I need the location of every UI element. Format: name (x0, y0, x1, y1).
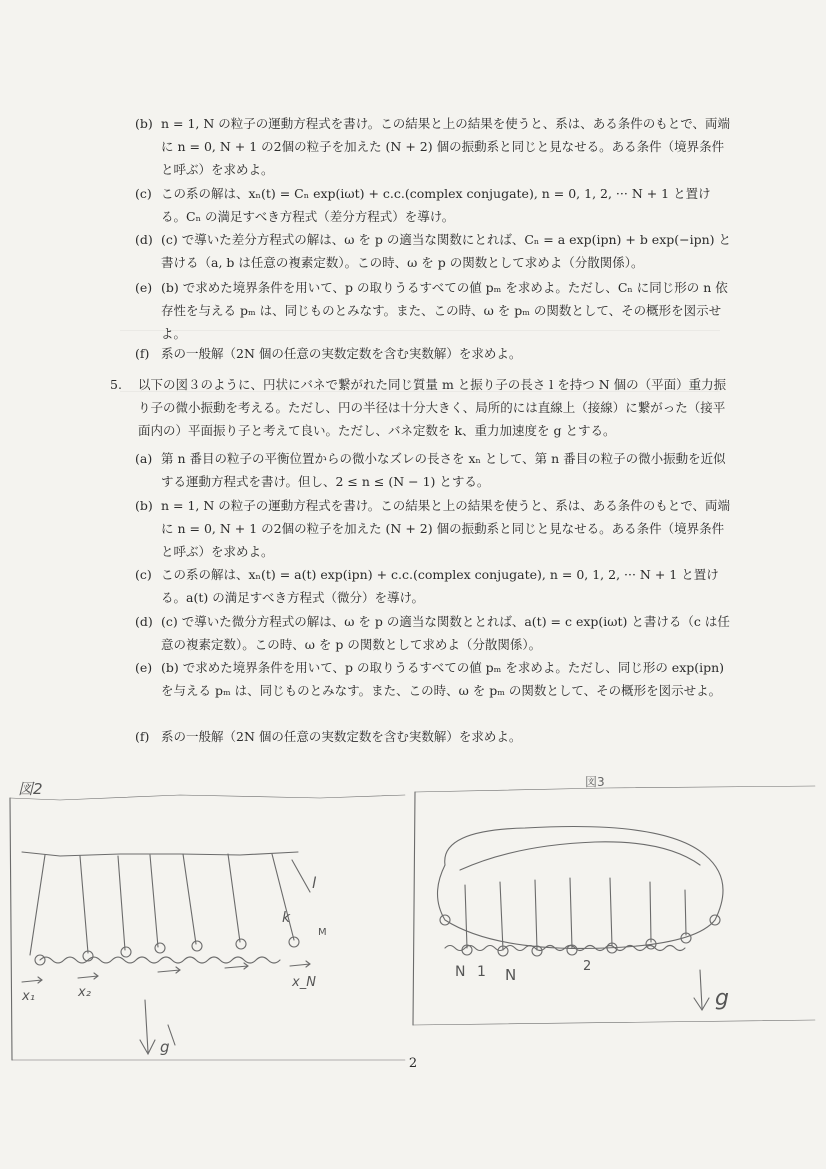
p4-item-d (135, 228, 735, 274)
label-l: l (312, 874, 317, 892)
item-label: (f) (135, 346, 150, 361)
figure-2-title: 図2 (18, 780, 43, 798)
p5-item-c (135, 563, 735, 609)
label-g: g (160, 1038, 170, 1056)
item-label: (c) (135, 567, 152, 582)
item-text: (b) で求めた境界条件を用いて、p の取りうるすべての値 pₘ を求めよ。ただし、Cₙ に同じ形の n 依存性を与える pₘ は、同じものとみなす。また、この時、ω を pₘ の関数として、その概形を図示せよ。 (161, 280, 728, 341)
figure-3-sketch (405, 770, 820, 1060)
item-label: (b) (135, 116, 153, 131)
item-text: n = 1, N の粒子の運動方程式を書け。この結果と上の結果を使うと、系は、ある条件のもとで、両端に n = 0, N + 1 の2個の粒子を加えた (N + 2) 個の振動系と同じと見なせる。ある条件（境界条件と呼ぶ）を求めよ。 (161, 116, 731, 177)
label-N-2: N (505, 966, 517, 984)
item-label: (c) (135, 186, 152, 201)
p4-item-b (135, 112, 735, 181)
label-xN: x_N (292, 975, 316, 990)
item-label: (d) (135, 614, 153, 629)
p4-item-f (135, 342, 735, 365)
item-label: (f) (135, 729, 150, 744)
problem-intro-text: 以下の図３のように、円状にバネで繋がれた同じ質量 m と振り子の長さ l を持つ N 個の（平面）重力振り子の微小振動を考える。ただし、円の半径は十分大きく、局所的には直線上（接線）に繋がった（接平面内の）平面振り子と考えて良い。ただし、バネ定数を k、重力加速度を g とする。 (138, 377, 727, 438)
problem-5-intro (110, 373, 730, 442)
label-k: k (282, 910, 291, 926)
label-1: 1 (477, 964, 486, 980)
label-x2: x₂ (78, 985, 91, 1000)
page-number: 2 (408, 1056, 418, 1071)
item-text: 系の一般解（2N 個の任意の実数定数を含む実数解）を求めよ。 (161, 729, 522, 744)
p4-item-e (135, 276, 735, 345)
label-g: g (715, 986, 729, 1011)
p5-item-f (135, 725, 735, 748)
item-text: この系の解は、xₙ(t) = a(t) exp(ipn) + c.c.(complex conjugate), n = 0, 1, 2, ··· N + 1 と置ける。a(t) の満足すべき方程式（微分）を導け。 (161, 567, 719, 605)
figure-3-title: 図3 (585, 775, 605, 789)
item-text: (c) で導いた差分方程式の解は、ω を p の適当な関数にとれば、Cₙ = a exp(ipn) + b exp(−ipn) と書ける（a, b は任意の複素定数）。この時、ω を p の関数として求めよ（分散関係）。 (161, 232, 732, 270)
p5-item-a (135, 447, 735, 493)
problem-number: 5. (110, 377, 122, 392)
item-text: (b) で求めた境界条件を用いて、p の取りうるすべての値 pₘ を求めよ。ただし、同じ形の exp(ipn) を与える pₘ は、同じものとみなす。また、この時、ω を pₘ の関数として、その概形を図示せよ。 (161, 660, 725, 698)
item-text: n = 1, N の粒子の運動方程式を書け。この結果と上の結果を使うと、系は、ある条件のもとで、両端に n = 0, N + 1 の2個の粒子を加えた (N + 2) 個の振動系と同じと見なせる。ある条件（境界条件と呼ぶ）を求めよ。 (161, 498, 731, 559)
item-label: (e) (135, 280, 153, 295)
item-text: 系の一般解（2N 個の任意の実数定数を含む実数解）を求めよ。 (161, 346, 522, 361)
label-N-1: N (455, 964, 466, 980)
p4-item-c (135, 182, 735, 228)
item-text: 第 n 番目の粒子の平衡位置からの微小なズレの長さを xₙ として、第 n 番目の粒子の微小振動を近似する運動方程式を書け。但し、2 ≤ n ≤ (N − 1) とする。 (161, 451, 726, 489)
p5-item-b (135, 494, 735, 563)
label-M: M (318, 927, 327, 938)
item-text: (c) で導いた微分方程式の解は、ω を p の適当な関数ととれば、a(t) = c exp(iωt) と書ける（c は任意の複素定数）。この時、ω を p の関数として求めよ（分散関係）。 (161, 614, 730, 652)
label-x1: x₁ (22, 989, 35, 1004)
item-label: (e) (135, 660, 153, 675)
item-label: (a) (135, 451, 153, 466)
p5-item-d (135, 610, 735, 656)
item-text: この系の解は、xₙ(t) = Cₙ exp(iωt) + c.c.(complex conjugate), n = 0, 1, 2, ··· N + 1 と置ける。Cₙ の満足すべき方程式（差分方程式）を導け。 (161, 186, 711, 224)
item-label: (d) (135, 232, 153, 247)
figure-2-sketch (0, 770, 410, 1070)
label-2: 2 (583, 959, 592, 974)
p5-item-e (135, 656, 735, 702)
item-label: (b) (135, 498, 153, 513)
